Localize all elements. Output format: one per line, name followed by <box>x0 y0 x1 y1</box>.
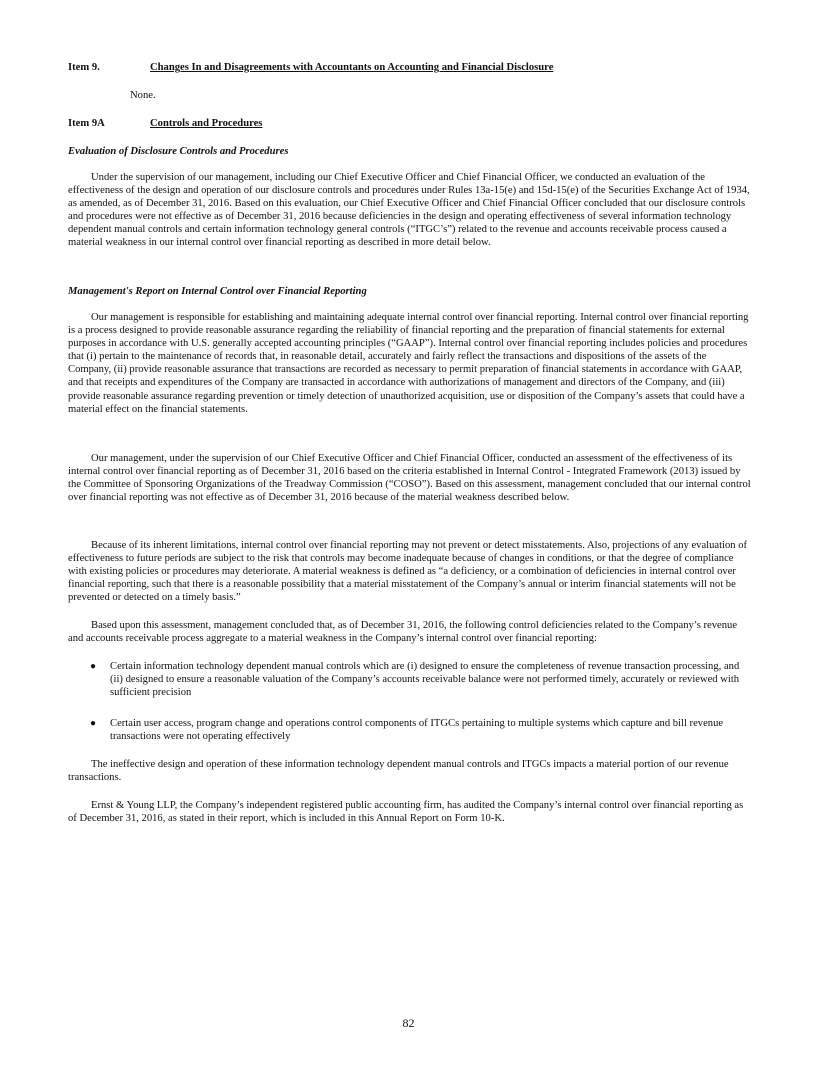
management-paragraph-2: Our management, under the supervision of our Chief Executive Officer and Chief Financial Officer, conducted an assessment of the effectiveness of its internal control over financial reporting as of December 31, 2016 based on the criteria established in Internal Control - Integrated Framework (2013) issued by the Committee of Sponsoring Organizations of the Treadway Commission (“COSO”). Based on this assessment, management concluded that our internal control over financial reporting was not effective as of December 31, 2016 because of the material weakness described below. <box>68 453 751 504</box>
auditor-paragraph: Ernst & Young LLP, the Company’s independent registered public accounting firm, has audited the Company’s internal control over financial reporting as of December 31, 2016, as stated in their report, which is included in this Annual Report on Form 10-K. <box>68 800 744 825</box>
bullet-text: Certain user access, program change and operations control components of ITGCs pertaining to multiple systems which capture and bill revenue transactions were not operating effectively <box>110 718 724 743</box>
page-number: 82 <box>402 1016 415 1030</box>
none-text: None. <box>130 90 156 101</box>
item-9a-number: Item 9A <box>68 118 105 129</box>
item-9a-title: Controls and Procedures <box>150 118 263 129</box>
management-paragraph-4: Based upon this assessment, management concluded that, as of December 31, 2016, the following control deficiencies related to the Company’s revenue and accounts receivable process aggregate to a material weakness in the Company’s internal control over financial reporting: <box>68 620 738 645</box>
bullet-dot-icon: ● <box>90 661 97 672</box>
evaluation-paragraph: Under the supervision of our management, including our Chief Executive Officer and Chief Financial Officer, we conducted an evaluation of the effectiveness of the design and operation of our disclosure controls and procedures under Rules 13a-15(e) and 15d-15(e) of the Securities Exchange Act of 1934, as amended, as of December 31, 2016. Based on this evaluation, our Chief Executive Officer and Chief Financial Officer concluded that our disclosure controls and procedures were not effective as of December 31, 2016 because deficiencies in the design and operating effectiveness of several information technology dependent manual controls and certain information technology general controls (“ITGC’s”) related to the revenue and accounts receivable process caused a material weakness in our internal control over financial reporting as described in more detail below. <box>68 172 750 249</box>
management-paragraph-3: Because of its inherent limitations, internal control over financial reporting may not prevent or detect misstatements. Also, projections of any evaluation of effectiveness to future periods are subject to the risk that controls may become inadequate because of changes in conditions, or that the degree of compliance with existing policies or procedures may deteriorate. A material weakness is defined as “a deficiency, or a combination of deficiencies in internal control over financial reporting, such that there is a reasonable possibility that a material misstatement of the Company’s annual or interim financial statements will not be prevented or detected on a timely basis.” <box>68 540 748 604</box>
bullet-dot-icon: ● <box>90 718 97 729</box>
ineffective-paragraph: The ineffective design and operation of these information technology dependent manual controls and ITGCs impacts a material portion of our revenue transactions. <box>68 759 729 784</box>
management-report-heading: Management's Report on Internal Control over Financial Reporting <box>68 286 367 297</box>
management-paragraph-1: Our management is responsible for establishing and maintaining adequate internal control over financial reporting. Internal control over financial reporting is a process designed to provide reasonable assurance regarding the reliability of financial reporting and the preparation of financial statements for external purposes in accordance with U.S. generally accepted accounting principles (“GAAP”). Internal control over financial reporting includes policies and procedures that (i) pertain to the maintenance of records that, in reasonable detail, accurately and fairly reflect the transactions and dispositions of the assets of the Company, (ii) provide reasonable assurance that transactions are recorded as necessary to permit preparation of financial statements in accordance with GAAP, and that receipts and expenditures of the Company are transacted in accordance with authorizations of management and directors of the Company, and (iii) provide reasonable assurance regarding prevention or timely detection of unauthorized acquisition, use or disposition of the Company’s assets that could have a material effect on the financial statements. <box>68 312 749 415</box>
item-9-title: Changes In and Disagreements with Accountants on Accounting and Financial Disclosure <box>150 62 554 73</box>
bullet-text: Certain information technology dependent manual controls which are (i) designed to ensure the completeness of revenue transaction processing, and (ii) designed to ensure a reasonable valuation of the Company’s accounts receivable balance were not performed timely, accurately or reviewed with sufficient precision <box>110 661 740 699</box>
evaluation-heading: Evaluation of Disclosure Controls and Procedures <box>68 146 289 157</box>
item-9-number: Item 9. <box>68 62 100 73</box>
